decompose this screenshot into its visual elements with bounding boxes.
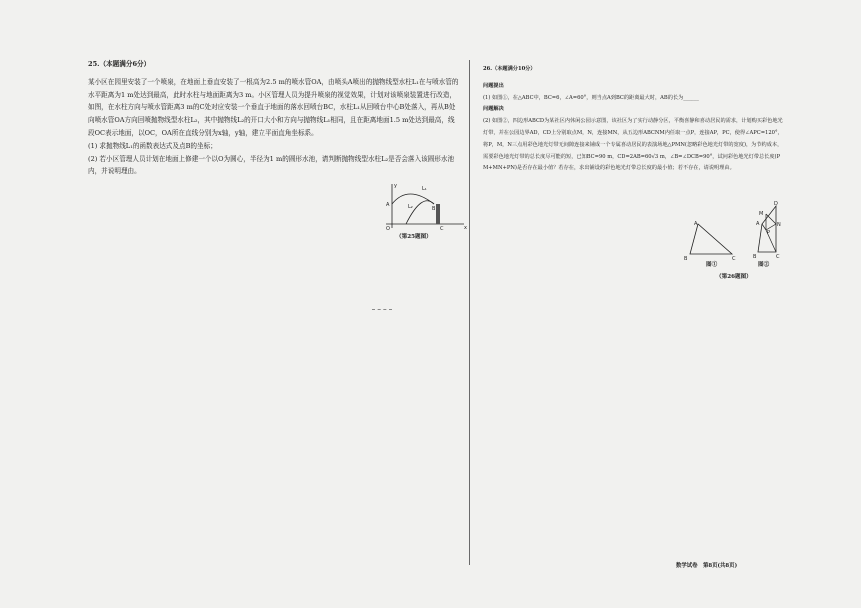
fig26b-label-n: N (777, 222, 781, 228)
fig26b-label-d: D (774, 201, 778, 207)
question-26-caption: （第26题图） (716, 274, 752, 280)
platform-block (436, 204, 440, 224)
question-26-figure-2 (752, 196, 782, 262)
question-25-caption: （第25题图） (396, 234, 432, 240)
question-25 (88, 58, 460, 178)
segment-mn (766, 214, 776, 224)
question-26-fig1-caption: 图① (706, 262, 718, 268)
stray-mark (372, 309, 392, 311)
fig25-label-a: A (386, 202, 390, 208)
question-25-body: 某小区在园里安装了一个喷泉，在地面上垂直安装了一根高为2.5 m的喷水管OA，由喷头A喷出的抛物线型水柱L₁在与喷水管的水平距离为1 m处达到最高，此时水柱与地面距离为3 m。小区管理人员为提升喷泉的视觉效果，计划对该喷泉装置进行改造，如图，在水柱方向与喷水管距离3 m的C处对应安装一个垂直于地面的落水回喷台BC，水柱L₁从回喷台中心B处落入，再从B处向喷水管OA方向回喷抛物线型水柱L₂，其中抛物线L₂的开口大小和方向与抛物线L₁相同，且在距离地面1.5 m处达到最高，线段OC表示地面，以OC，OA所在直线分别为x轴，y轴，建立平面直角坐标系。 (88, 77, 459, 137)
question-26-section1: 问题提出 (483, 82, 504, 89)
question-26 (483, 64, 783, 175)
fig26a-label-c: C (732, 256, 736, 262)
fig25-label-b: B (432, 206, 436, 212)
segment-ap (762, 224, 766, 230)
fig25-label-l1: L₁ (422, 186, 427, 192)
parabola-l1 (392, 194, 434, 204)
question-26-section2: 问题解决 (483, 106, 504, 113)
fig26b-label-m: M (759, 211, 764, 217)
triangle-abc (690, 224, 732, 254)
question-26-part1: (1) 如图①，在△ABC中，BC=6，∠A=60°，则当点A到BC的距离最大时，AB的长为______ (483, 94, 699, 101)
question-25-figure (380, 180, 470, 232)
fig26b-label-p: P (767, 230, 771, 236)
fig25-label-l2: L₂ (408, 204, 413, 210)
fig25-label-x: x (464, 225, 467, 231)
question-26-figure-1 (684, 218, 738, 264)
question-26-header: 26.（本题满分10分） (483, 66, 536, 72)
fig25-label-o: O (386, 226, 390, 232)
fig26a-label-a: A (694, 221, 698, 227)
page-footer: 数学试卷 第8页(共8页) (676, 563, 738, 569)
question-26-part2: (2) 如图②，四边形ABCD为某社区内休闲公园示意图，该社区为了实行动静分区，平衡喜静和喜动居民的需求，计划购买彩色地光灯带，并在公园边界AD，CD上分别取点M，N，连接MN，从五边形ABCNM内任取一点P，连接AP，PC，使得∠APC=120°，将P，M，N三点用彩色地光灯带无间隙连接来铺成一个专属喜动居民的表演场地△PMN(忽略彩色地光灯带的宽度)，为节约成本，需要彩色地光灯带的总长度尽可能的短，已知BC=90 m，CD=2AB=60√3 m，∠B=∠DCB=90°，试问彩色地光灯带总长度(PM+MN+PN)是否存在最小值？若存在，求出铺设的彩色地光灯带总长度的最小值；若不存在，请说明理由。 (483, 118, 783, 172)
question-25-part1: (1) 求抛物线L₁的函数表达式及点B的坐标； (88, 141, 217, 150)
question-25-header: 25.（本题满分6分） (88, 60, 151, 68)
fig26a-label-b: B (684, 256, 688, 262)
fig25-label-c: C (440, 226, 444, 232)
question-25-part2: (2) 若小区管理人员计划在地面上修建一个以O为圆心，半径为1 m的圆形水池，请判断抛物线型水柱L₂是否会落入该圆形水池内，并说明理由。 (88, 154, 455, 176)
fig26b-label-a: A (756, 221, 760, 227)
fig25-label-y: y (394, 183, 397, 189)
question-26-fig2-caption: 图② (758, 262, 770, 268)
fig26b-label-c: C (776, 254, 780, 260)
column-divider (469, 60, 470, 565)
fig26b-label-b: B (753, 254, 757, 260)
